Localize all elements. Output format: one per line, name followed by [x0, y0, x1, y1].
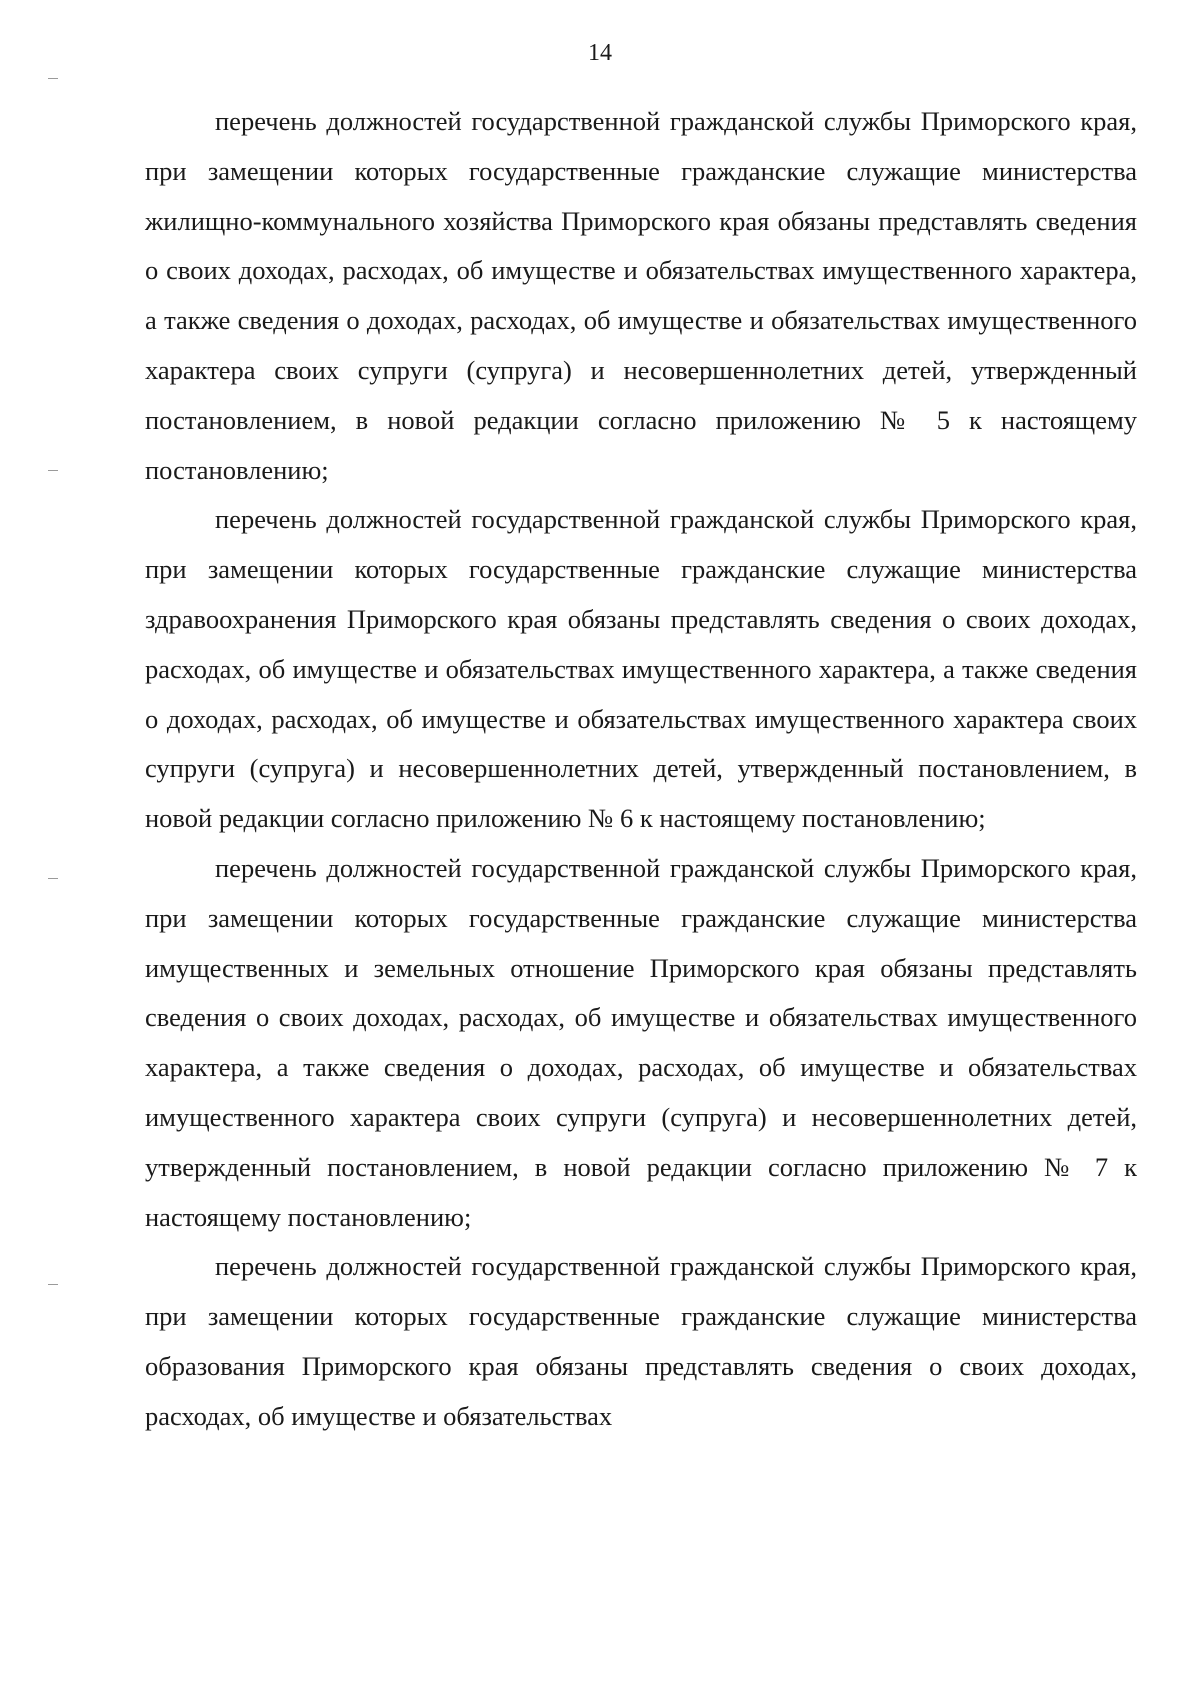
scan-artifact — [48, 1284, 58, 1285]
document-body — [145, 97, 1137, 1442]
scan-artifact — [48, 470, 58, 471]
paragraph: перечень должностей государственной гражданской службы Приморского края, при замещении которых государственные гражданские служащие министерства жилищно-коммунального хозяйства Приморского края обязаны представлять сведения о своих доходах, расходах, об имуществе и обязательствах имущественного характера, а также сведения о доходах, расходах, об имуществе и обязательствах имущественного характера своих супруги (супруга) и несовершеннолетних детей, утвержденный постановлением, в новой редакции согласно приложению № 5 к настоящему постановлению; — [145, 106, 1137, 485]
scan-artifact — [48, 878, 58, 879]
page-number: 14 — [588, 40, 612, 66]
paragraph: перечень должностей государственной гражданской службы Приморского края, при замещении которых государственные гражданские служащие министерства имущественных и земельных отношение Приморского края обязаны представлять сведения о своих доходах, расходах, об имуществе и обязательствах имущественного характера, а также сведения о доходах, расходах, об имуществе и обязательствах имущественного характера своих супруги (супруга) и несовершеннолетних детей, утвержденный постановлением, в новой редакции согласно приложению № 7 к настоящему постановлению; — [145, 852, 1137, 1232]
paragraph: перечень должностей государственной гражданской службы Приморского края, при замещении которых государственные гражданские служащие министерства здравоохранения Приморского края обязаны представлять сведения о своих доходах, расходах, об имуществе и обязательствах имущественного характера, а также сведения о доходах, расходах, об имуществе и обязательствах имущественного характера своих супруги (супруга) и несовершеннолетних детей, утвержденный постановлением, в новой редакции согласно приложению № 6 к настоящему постановлению; — [145, 504, 1137, 834]
scan-artifact — [48, 78, 58, 79]
paragraph: перечень должностей государственной гражданской службы Приморского края, при замещении которых государственные гражданские служащие министерства образования Приморского края обязаны представлять сведения о своих доходах, расходах, об имуществе и обязательствах — [145, 1251, 1137, 1431]
